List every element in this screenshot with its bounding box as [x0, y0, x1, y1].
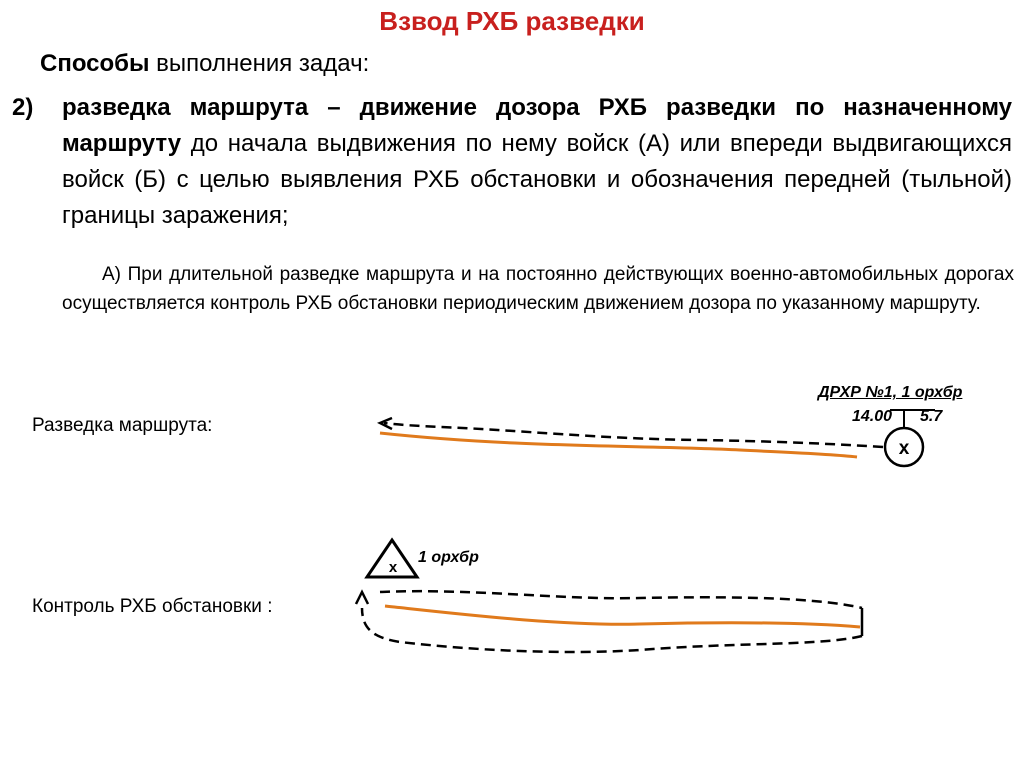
patrol-path-1 [384, 423, 883, 447]
patrol-time: 14.00 [852, 408, 893, 425]
patrol-path-2-upper [380, 591, 862, 608]
subtitle-rest: выполнения задач: [149, 50, 370, 77]
point-number: 2) [12, 94, 34, 121]
triangle-symbol: x [388, 559, 398, 576]
subpoint-text: А) При длительной разведке маршрута и на постоянно действующих военно-автомобильных дорогах осуществляется контроль РХБ обстановки периодическим движением дозора по указанному маршруту. [62, 264, 1014, 314]
control-label: Контроль РХБ обстановки : [32, 596, 273, 617]
route-recon-label: Разведка маршрута: [32, 415, 213, 436]
route-line-2 [385, 606, 860, 627]
patrol-unit-label: ДРХР №1, 1 орхбр [818, 384, 963, 401]
point-bold: разведка маршрута – движение дозора РХБ разведки по назначенному маршруту [62, 94, 1012, 157]
arrow-head-2 [356, 592, 368, 604]
patrol-symbol: x [898, 438, 910, 459]
slide-title: Взвод РХБ разведки [379, 6, 645, 36]
patrol-date: 5.7 [920, 408, 943, 425]
point-rest: до начала выдвижения по нему войск (А) или впереди выдвигающихся войск (Б) с целью выявления РХБ обстановки и обозначения передней (тыльной) границы заражения; [62, 130, 1012, 229]
platoon-unit-label: 1 орхбр [418, 549, 479, 566]
subtitle-bold: Способы [40, 50, 150, 77]
patrol-path-2-lower [362, 608, 862, 652]
